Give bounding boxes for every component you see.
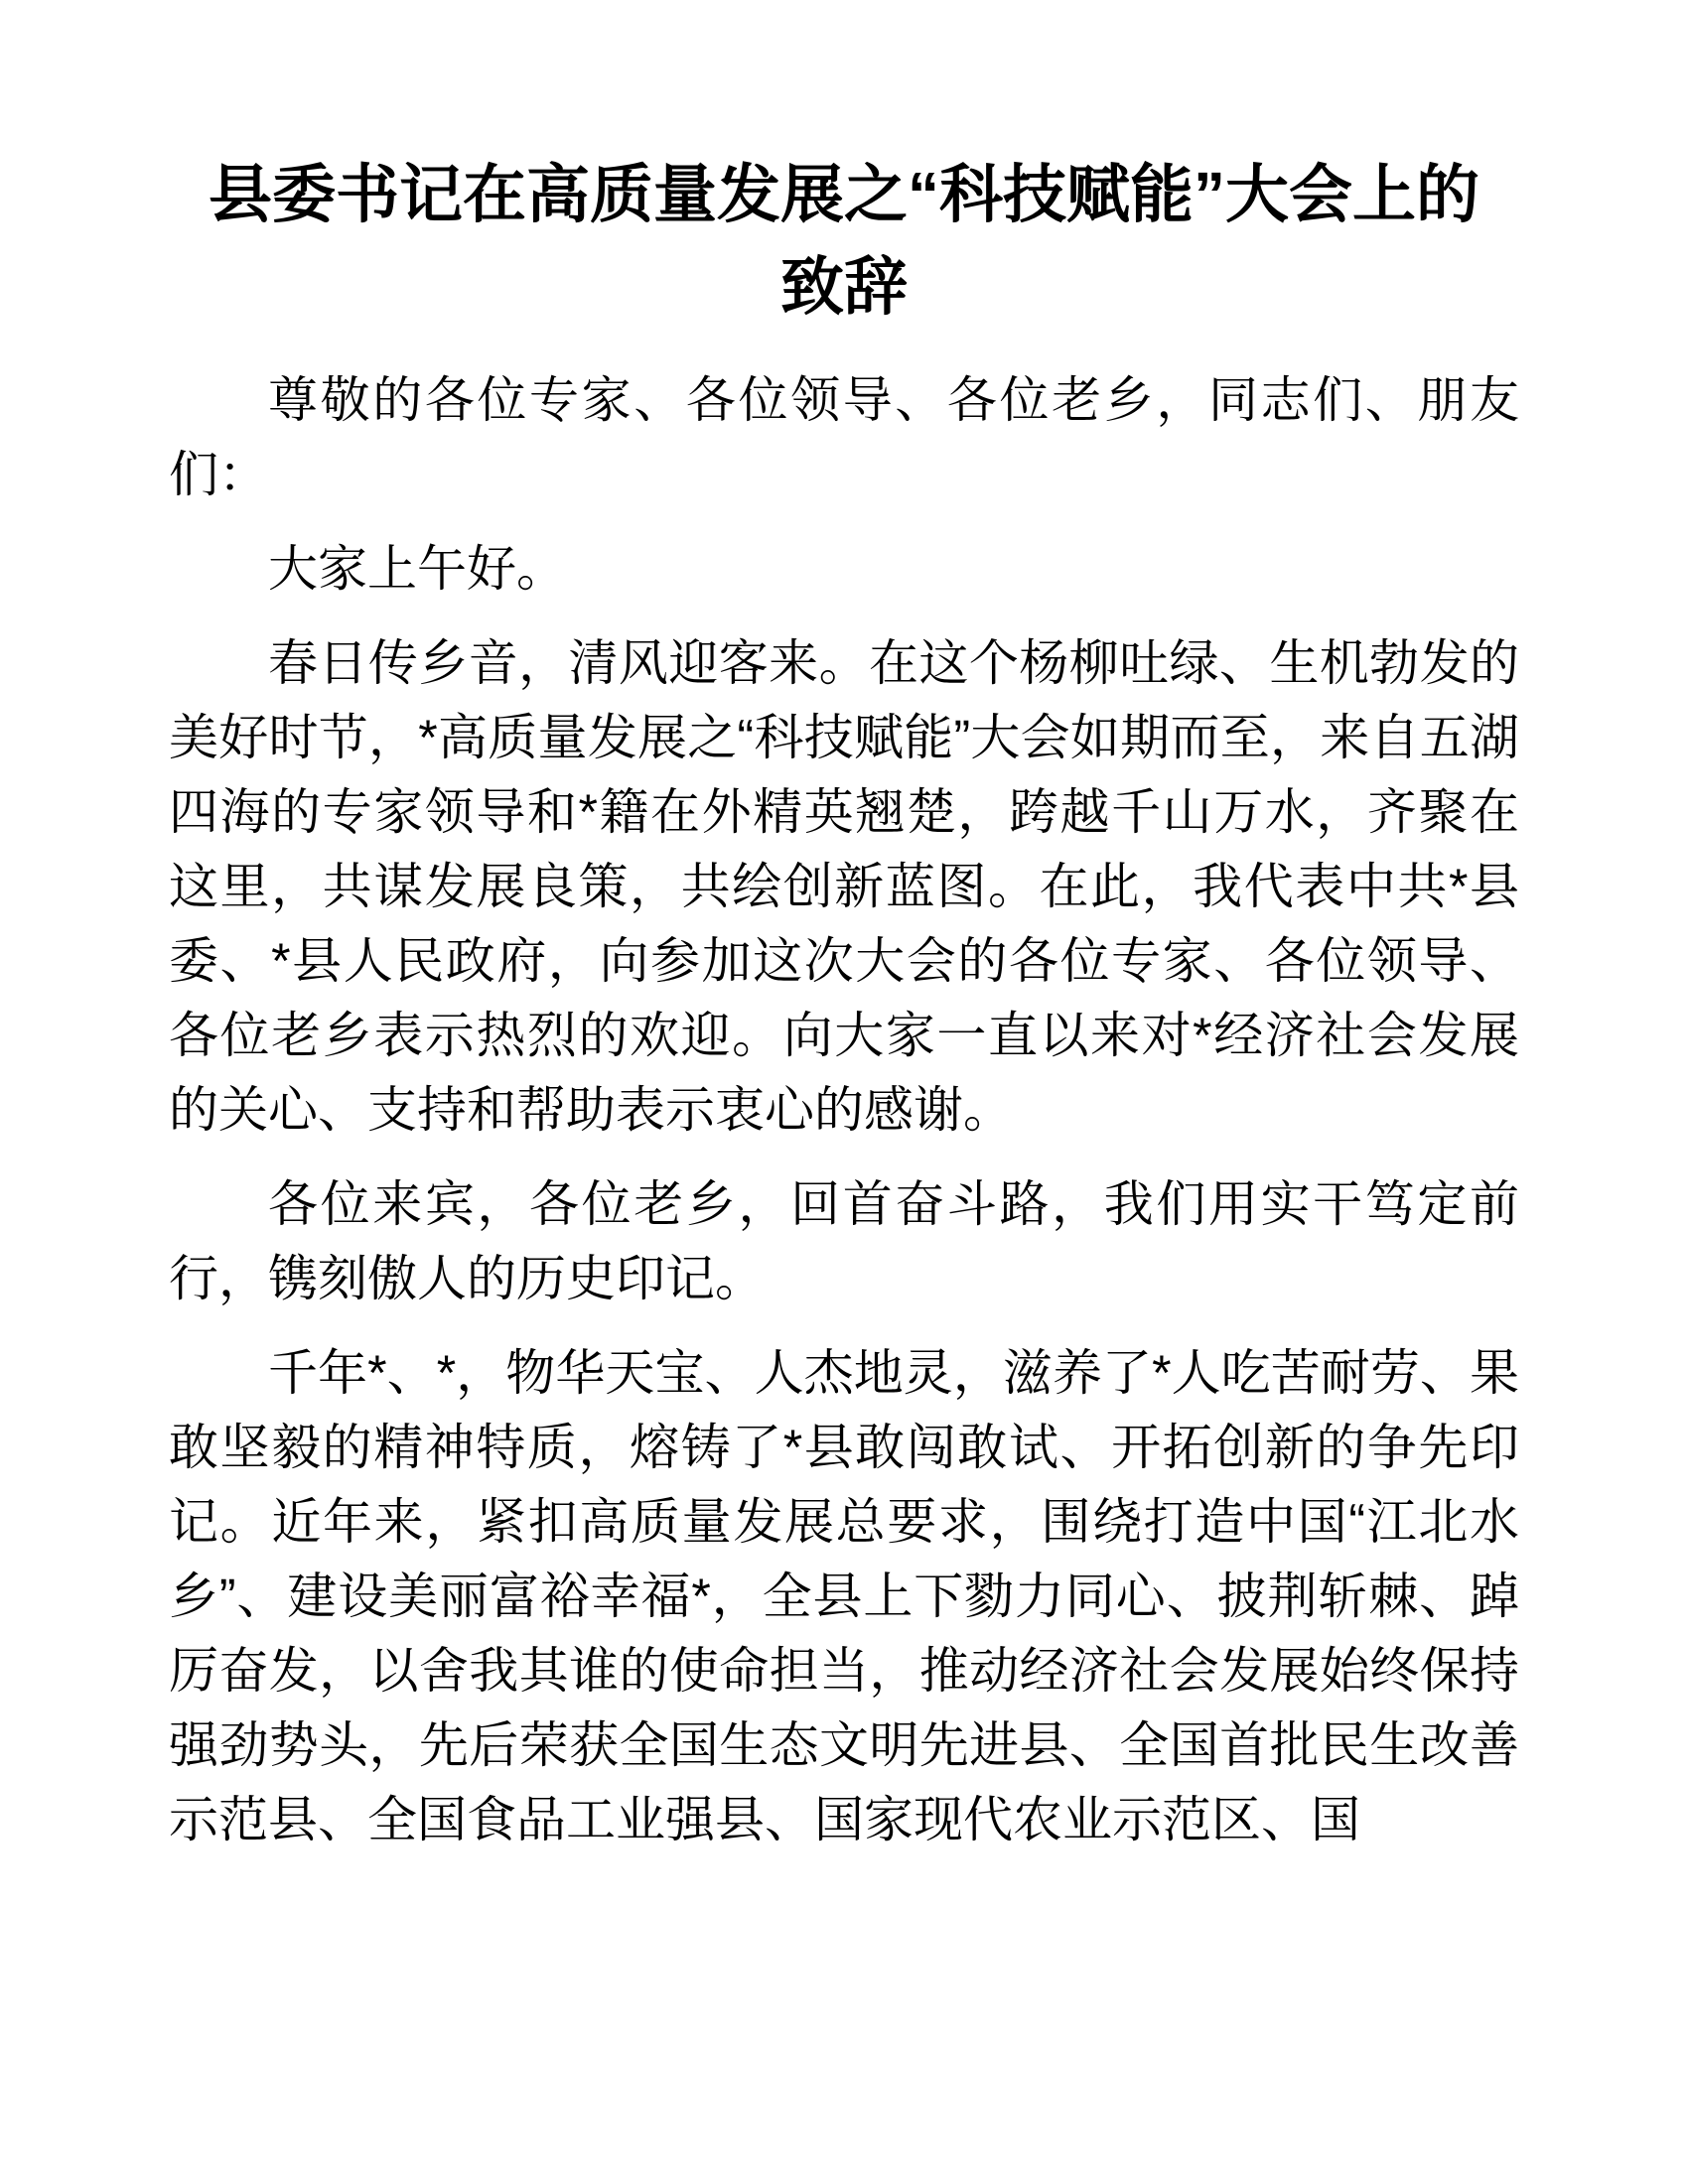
paragraph-welcome: 春日传乡音，清风迎客来。在这个杨柳吐绿、生机勃发的美好时节，*高质量发展之“科技赋能”大会如期而至，来自五湖四海的专家领导和*籍在外精英翘楚，跨越千山万水，齐聚在这里，共谋发展良策，共绘创新蓝图。在此，我代表中共*县委、*县人民政府，向参加这次大会的各位专家、各位领导、各位老乡表示热烈的欢迎。向大家一直以来对*经济社会发展的关心、支持和帮助表示衷心的感谢。 (169, 634, 1519, 1138)
paragraph-transition: 各位来宾，各位老乡，回首奋斗路，我们用实干笃定前行，镌刻傲人的历史印记。 (169, 1175, 1519, 1306)
paragraph-achievements: 千年*、*，物华天宝、人杰地灵，滋养了*人吃苦耐劳、果敢坚毅的精神特质，熔铸了*县敢闯敢试、开拓创新的争先印记。近年来，紧扣高质量发展总要求，围绕打造中国“江北水乡”、建设美丽富裕幸福*，全县上下勠力同心、披荆斩棘、踔厉奋发，以舍我其谁的使命担当，推动经济社会发展始终保持强劲势头，先后荣获全国生态文明先进县、全国首批民生改善示范县、全国食品工业强县、国家现代农业示范区、国 (169, 1344, 1519, 1847)
document-body (169, 363, 1519, 1857)
paragraph-salutation: 尊敬的各位专家、各位领导、各位老乡，同志们、朋友们： (169, 371, 1519, 502)
document-title: 县委书记在高质量发展之“科技赋能”大会上的致辞 (209, 159, 1479, 323)
paragraph-greeting: 大家上午好。 (268, 540, 566, 597)
